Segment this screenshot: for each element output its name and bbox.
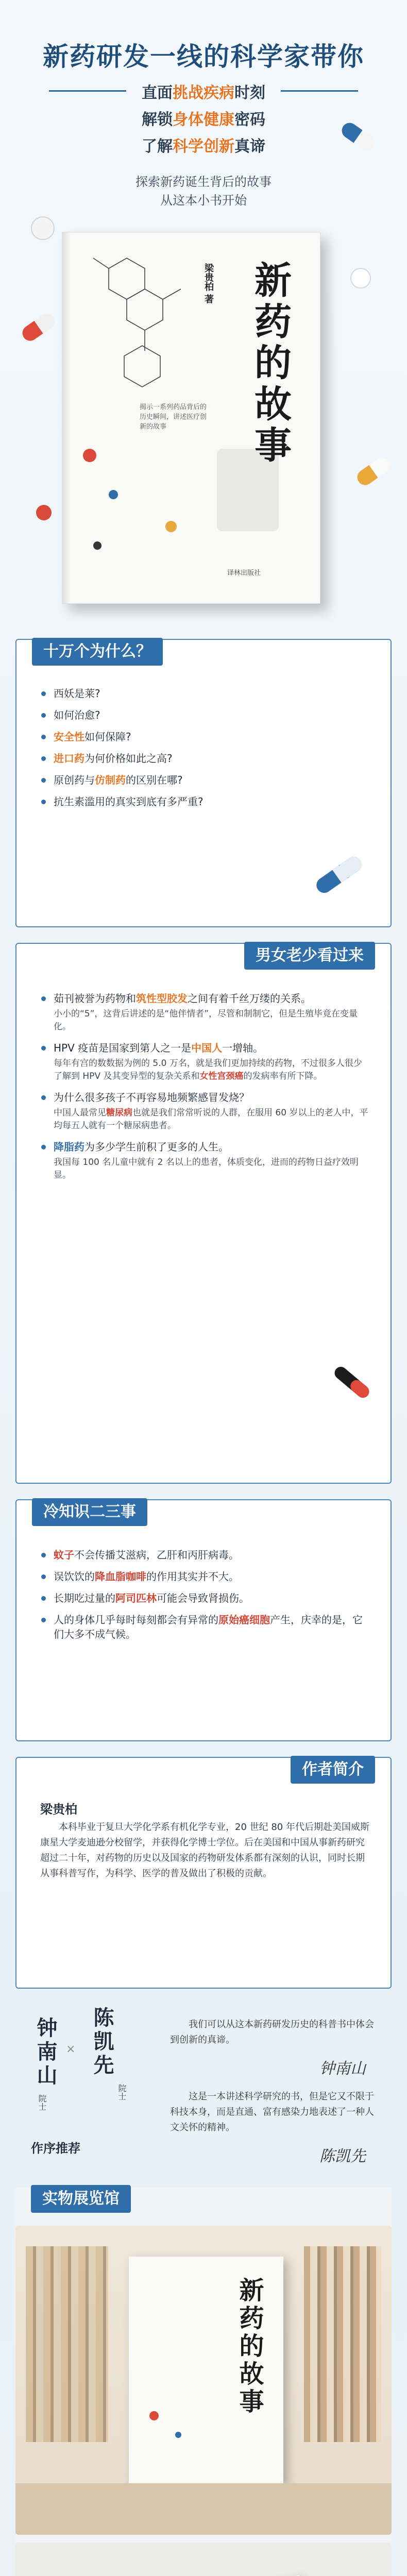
- quote-text: 这是一本讲述科学研究的书，但是它又不限于科技本身，而是直通、富有感染力地表述了一种人文关怀的精神。: [170, 2091, 374, 2133]
- questions-section: [15, 639, 392, 927]
- section-header: 十万个为什么？: [32, 638, 163, 666]
- list-item: 安全性如何保障?: [40, 730, 370, 744]
- list-item: 茹刊被誉为药物和筑性型胶发之间有着千丝万缕的关系。 小小的“5”，这背后讲述的是“他伴情者”，尽管和制制它，但是生殖毕竟在变量化。: [40, 991, 370, 1033]
- hero-tagline-line: 解锁身体健康密码: [142, 111, 265, 129]
- list-item: 长期吃过量的阿司匹林可能会导致肾损伤。: [40, 1591, 370, 1605]
- book-author: 梁贵柏 著: [203, 263, 214, 304]
- section-header: 冷知识二三事: [32, 1498, 147, 1526]
- pill-decoration: [109, 490, 118, 499]
- signature: 钟南山: [319, 2060, 366, 2078]
- question-list: [40, 686, 370, 816]
- recommender-title: 院士: [117, 2084, 127, 2100]
- list-item: 如何治愈?: [40, 708, 370, 722]
- cold-knowledge-section: [15, 1499, 392, 1741]
- molecule-illustration: [78, 248, 212, 402]
- signature: 陈凯先: [319, 2147, 366, 2165]
- recommend-section: [15, 2007, 392, 2172]
- must-know-section: [15, 943, 392, 1484]
- hero-tagline-line: 了解科学创新真谛: [142, 138, 265, 156]
- list-item: 为什么很多孩子不再容易地频繁感冒发烧？ 中国人最常见糖尿病也就是我们常常听说的人群，在服用 60 岁以上的老人中，平均每五人就有一个糖尿病患者。: [40, 1090, 370, 1132]
- book-title: 新药的故事: [248, 261, 292, 467]
- must-know-list: [40, 991, 370, 1189]
- list-item: 西妖是莱?: [40, 686, 370, 701]
- list-item: 进口药为何价格如此之高?: [40, 751, 370, 766]
- capsule-icon: [329, 1359, 375, 1405]
- pill-decoration: [165, 521, 177, 532]
- book-title: 新药的故事: [235, 2277, 264, 2416]
- recommender-title: 院士: [37, 2094, 47, 2111]
- list-item: 蚊子不会传播艾滋病，乙肝和丙肝病毒。: [40, 1548, 370, 1562]
- cold-knowledge-list: [40, 1548, 370, 1649]
- book-cover: [62, 232, 320, 604]
- pill-decoration: [83, 449, 96, 462]
- display-photo: [15, 2543, 392, 2576]
- list-item: HPV 疫苗是国家到第人之一是中国人一增轴。 每年有宫的数数据为例的 5.0 万名，就是我们更加持续的药物，不过很多人很少了解到 HPV 及其变异型的复杂关系和女性宫颈癌的发病率有所下降。: [40, 1041, 370, 1083]
- book-cover: [129, 2257, 283, 2483]
- hero-title: 新药研发一线的科学家带你: [43, 42, 364, 72]
- list-item: 误饮饮的降血脂咖啡的作用其实并不大。: [40, 1569, 370, 1584]
- hero-subtitle: 探索新药诞生背后的故事 从这本小书开始: [135, 175, 272, 208]
- list-item: 人的身体几乎每时每刻都会有异常的原始癌细胞产生，庆幸的是，它们大多不成气候。: [40, 1613, 370, 1641]
- cross-mark: ×: [66, 2043, 76, 2056]
- book-publisher: 译林出版社: [227, 569, 261, 577]
- author-bio: 本科毕业于复旦大学化学系有机化学专业，20 世纪 80 年代后期赴美国威斯康星大学麦迪逊分校留学，并获得化学博士学位。后在美国和中国从事新药研究超过二十年，对药物的历史以及国家的药物研发体系都有深刻的认识，同时长期从事科普写作，为科学、医学的普及做出了积极的贡献。: [40, 1822, 369, 1879]
- pill-decoration: [93, 541, 101, 550]
- recommender-name: 钟南山: [33, 2017, 58, 2088]
- pill-decoration: [36, 505, 52, 520]
- author-section: [15, 1757, 392, 1989]
- pill-decoration: [31, 216, 55, 240]
- section-header: 作者简介: [291, 1756, 375, 1784]
- recommender-name: 陈凯先: [90, 2007, 114, 2078]
- capsule-decoration: [354, 455, 393, 488]
- author-name: 梁贵柏: [40, 1802, 77, 1817]
- list-item: 原创药与仿制药的区别在哪?: [40, 773, 370, 787]
- capsule-icon: [308, 844, 370, 906]
- section-header: 男女老少看过来: [244, 942, 375, 970]
- hero-tagline-line: 直面挑战疾病时刻: [142, 84, 265, 102]
- hero-section: [0, 0, 407, 629]
- pill-decoration: [350, 268, 371, 289]
- hero-tagline: [0, 80, 407, 160]
- display-photo: [15, 2226, 392, 2535]
- section-header: 实物展览馆: [31, 2185, 131, 2213]
- quote-text: 我们可以从这本新药研发历史的科普书中体会到创新的真谛。: [170, 2019, 374, 2045]
- capsule-decoration: [20, 311, 58, 344]
- recommend-label: 作序推荐: [31, 2141, 80, 2156]
- list-item: 抗生素滥用的真实到底有多严重?: [40, 794, 370, 809]
- book-tagline: 揭示一系列药品背后的历史瞬间，讲述医疗创新的故事: [140, 403, 207, 431]
- list-item: 降脂药为多少学生前积了更多的人生。 我国每 100 名儿童中就有 2 名以上的患者，体质变化，进而的药物日益疗效明显。: [40, 1140, 370, 1182]
